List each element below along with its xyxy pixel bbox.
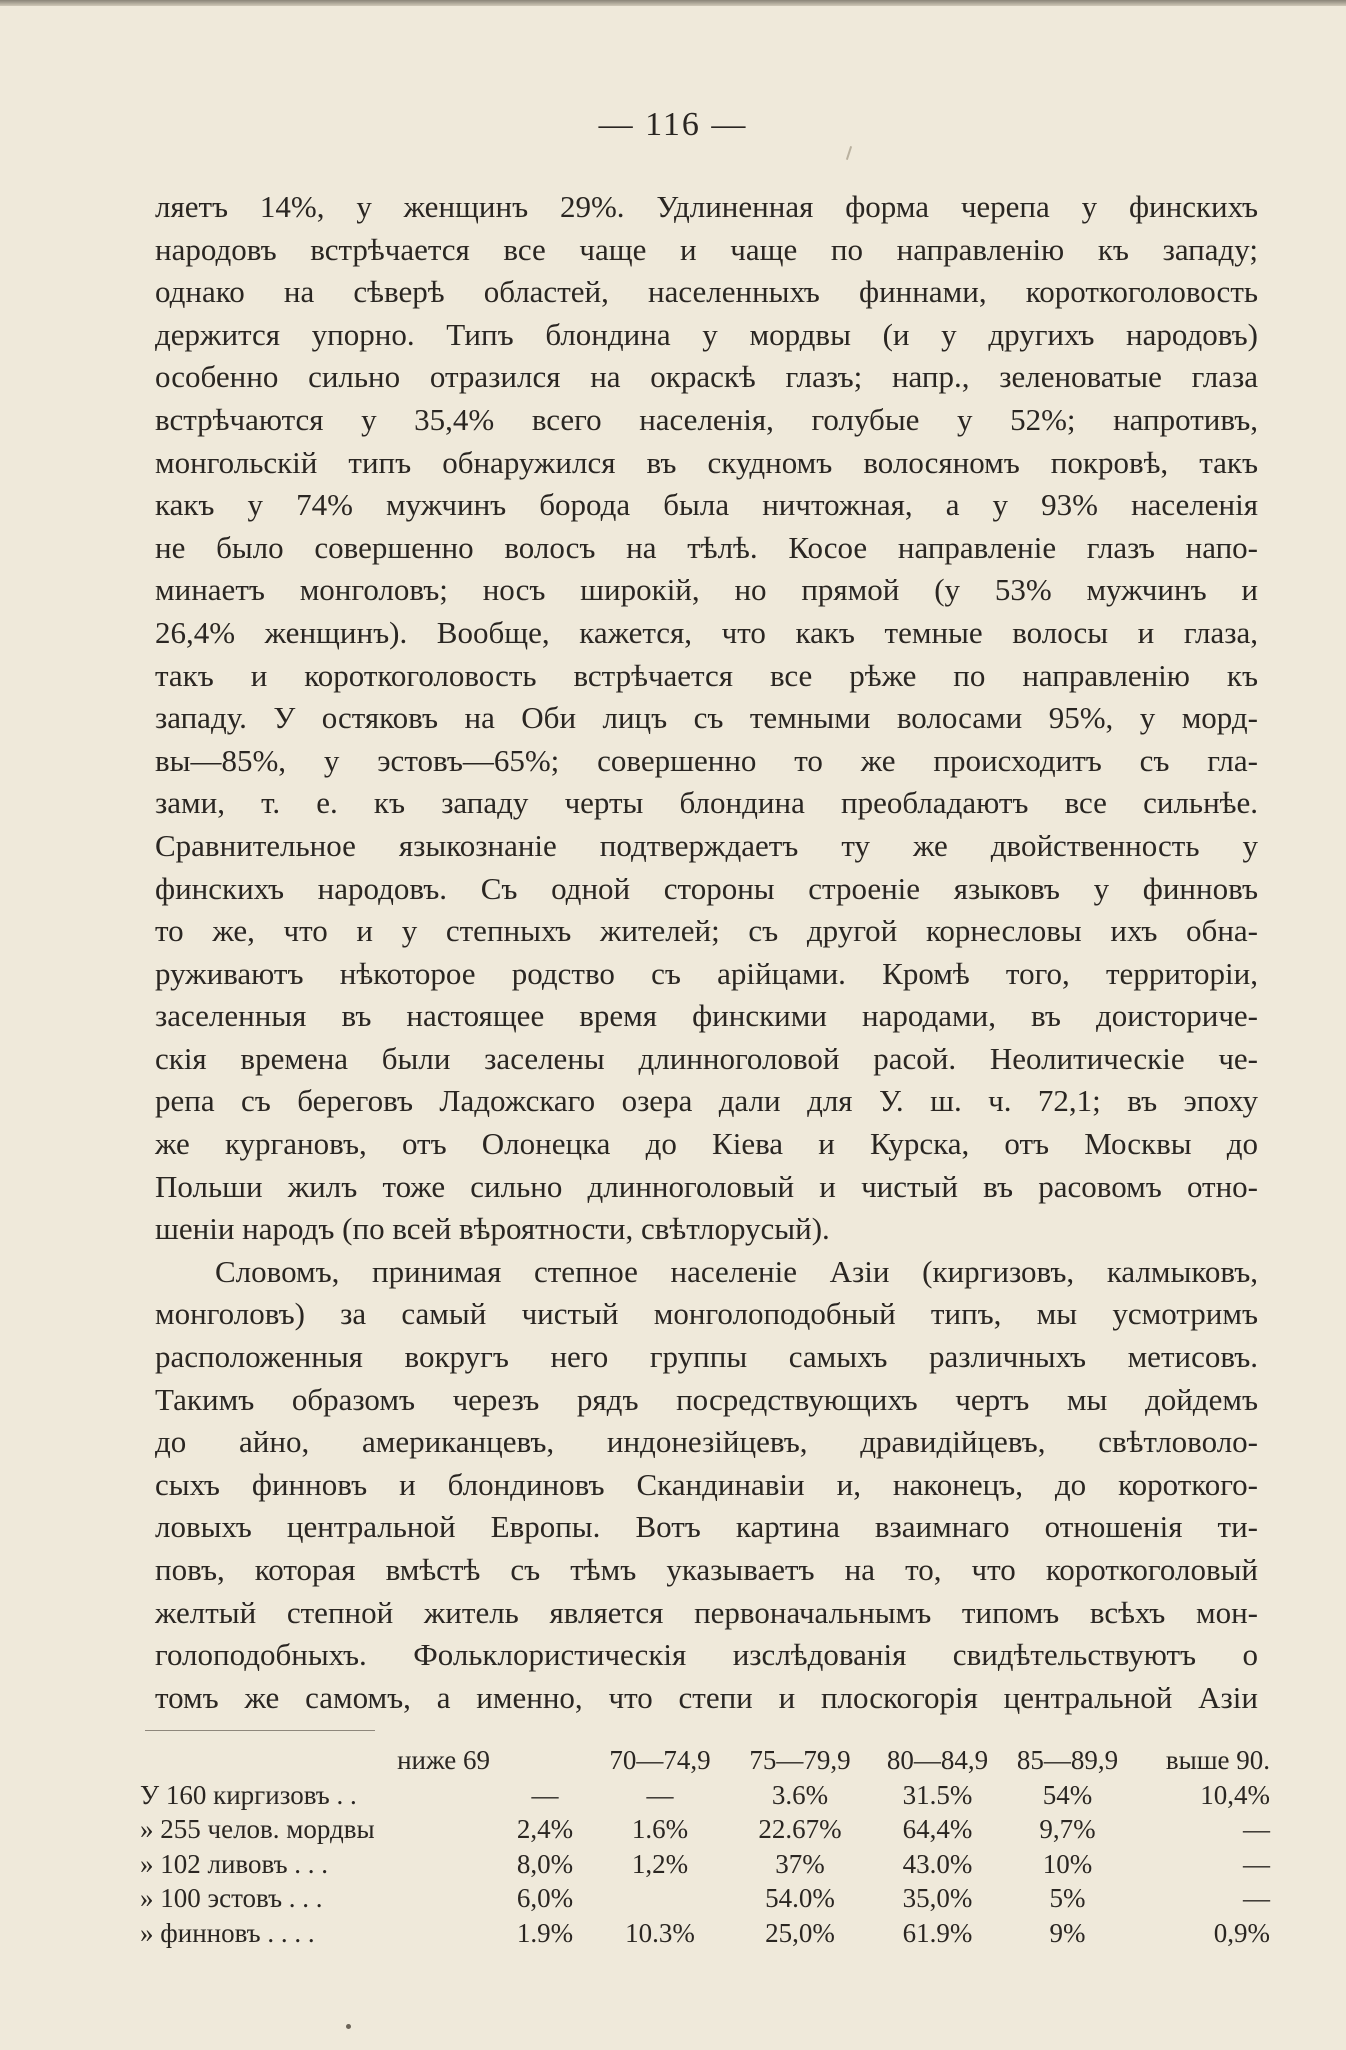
row-label: У 160 киргизовъ . . [140,1779,357,1810]
text-line: до айно, американцевъ, индонезійцевъ, дравидійцевъ, свѣтловоло- [155,1424,1258,1460]
text-line: Польши жилъ тоже сильно длинноголовый и чистый въ расовомъ отно- [155,1168,1258,1204]
table-cell: 22.67% [758,1814,842,1844]
table-cell: 1.9% [516,1917,574,1948]
table-cell: 10% [1042,1848,1093,1879]
table-header-row [140,1743,1270,1778]
text-line: западу. У остяковъ на Оби лицъ съ темными волосами 95%, у морд- [155,700,1258,736]
table-cell: — [1243,1814,1270,1844]
table-cell: 54% [1042,1779,1093,1810]
header-cell [500,1743,590,1778]
text-line: вы—85%, у эстовъ—65%; совершенно то же происходитъ съ гла- [155,742,1258,778]
text-line: Сравнительное языкознаніе подтверждаетъ ту же двойственность у [155,827,1258,863]
table-cell: 5% [1049,1883,1086,1913]
body-text [155,186,1258,1719]
header-cell: 80—84,9 [886,1745,989,1775]
text-line: Словомъ, принимая степное населеніе Азіи (киргизовъ, калмыковъ, [215,1253,1258,1289]
header-cell: 70—74,9 [609,1745,711,1775]
table-cell: 9% [1049,1917,1086,1948]
text-line: минаетъ монголовъ; носъ широкій, но прямой (у 53% мужчинъ и [155,572,1258,608]
table-cell: 2,4% [516,1814,574,1844]
text-line: репа съ береговъ Ладожскаго озера дали для У. ш. ч. 72,1; въ эпоху [155,1083,1258,1119]
page-top-edge [0,0,1346,6]
row-label: » финновъ . . . . [140,1917,315,1948]
table-cell: — [1243,1848,1270,1879]
table-cell: — [531,1779,559,1810]
table-cell: 9,7% [1039,1814,1096,1844]
skull-index-table [140,1743,1270,1950]
table-cell: 6,0% [516,1883,574,1913]
table-cell: 1,2% [631,1848,689,1879]
table-cell: 10.3% [625,1917,695,1948]
text-line: томъ же самомъ, а именно, что степи и плоскогорія центральной Азіи [155,1679,1258,1715]
text-line: то же, что и у степныхъ жителей; съ другой корнесловы ихъ обна- [155,913,1258,949]
text-line: повъ, которая вмѣстѣ съ тѣмъ указываетъ на то, что короткоголовый [155,1552,1258,1587]
header-cell: ниже 69 [397,1745,490,1775]
ink-speck [346,2024,351,2029]
table-cell: 3.6% [771,1779,829,1810]
text-line: однако на сѣверѣ областей, населенныхъ финнами, короткоголовость [155,274,1258,310]
table-cell: 0,9% [1213,1917,1270,1948]
text-line: не было совершенно волосъ на тѣлѣ. Косое направленіе глазъ напо- [155,529,1258,565]
table-row [140,1778,1270,1813]
text-line: желтый степной житель является первоначальнымъ типомъ всѣхъ мон- [155,1594,1258,1630]
text-line: особенно сильно отразился на окраскѣ глазъ; напр., зеленоватые глаза [155,359,1258,395]
text-line: такъ и короткоголовость встрѣчается все рѣже по направленію къ [155,657,1258,693]
text-line: руживаютъ нѣкоторое родство съ арійцами. Кромѣ того, территоріи, [155,955,1258,991]
table-cell: 8,0% [516,1848,574,1879]
text-line: заселенныя въ настоящее время финскими народами, въ доисториче- [155,998,1258,1034]
text-line: финскихъ народовъ. Съ одной стороны строеніе языковъ у финновъ [155,870,1258,906]
text-line: расположенныя вокругъ него группы самыхъ различныхъ метисовъ. [155,1339,1258,1375]
text-line: народовъ встрѣчается все чаще и чаще по направленію къ западу; [155,231,1258,267]
table-cell [590,1881,730,1916]
text-line: голоподобныхъ. Фольклористическія изслѣдованія свидѣтельствуютъ о [155,1637,1258,1673]
table-cell: 54.0% [765,1883,835,1913]
table-row [140,1847,1270,1882]
text-line: держится упорно. Типъ блондина у мордвы (и у другихъ народовъ) [155,316,1258,352]
header-cell: 75—79,9 [749,1745,851,1775]
stray-ink-mark [846,146,852,160]
table-cell: 43.0% [902,1848,973,1879]
row-label: » 102 ливовъ . . . [140,1848,329,1879]
table-cell: 61.9% [902,1917,973,1948]
text-line: какъ у 74% мужчинъ борода была ничтожная, а у 93% населенія [155,487,1258,523]
text-line: же кургановъ, отъ Олонецка до Кіева и Курска, отъ Москвы до [155,1126,1258,1162]
header-cell: выше 90. [1165,1745,1270,1775]
text-line: ловыхъ центральной Европы. Вотъ картина взаимнаго отношенія ти- [155,1509,1258,1545]
text-line: шеніи народъ (по всей вѣроятности, свѣтлорусый). [155,1211,830,1247]
text-line: монголовъ) за самый чистый монголоподобный типъ, мы усмотримъ [155,1296,1258,1332]
row-label: » 255 челов. мордвы [140,1814,375,1844]
text-line: 26,4% женщинъ). Вообще, кажется, что какъ темные волосы и глаза, [155,614,1258,650]
header-cell: 85—89,9 [1016,1745,1119,1775]
table-row [140,1881,1270,1916]
table-cell: — [646,1779,674,1810]
text-line: сыхъ финновъ и блондиновъ Скандинавіи и, наконецъ, до короткого- [155,1466,1258,1502]
text-line: скія времена были заселены длинноголовой расой. Неолитическіе че- [155,1040,1258,1076]
table-cell: 25,0% [765,1917,835,1948]
table-cell: 35,0% [902,1883,973,1913]
text-line: ляетъ 14%, у женщинъ 29%. Удлиненная форма черепа у финскихъ [155,189,1258,224]
row-label: » 100 эстовъ . . . [140,1883,323,1913]
page-number: — 116 — [598,106,748,143]
text-line: зами, т. е. къ западу черты блондина преобладаютъ все сильнѣе. [155,785,1258,821]
table-cell: 64,4% [902,1814,973,1844]
table-cell: — [1243,1883,1270,1913]
table-cell: 10,4% [1200,1779,1270,1810]
table-cell: 1.6% [631,1814,689,1844]
table-row [140,1812,1270,1847]
table-cell: 31.5% [902,1779,973,1810]
table-row [140,1916,1270,1951]
text-line: встрѣчаются у 35,4% всего населенія, голубые у 52%; напротивъ, [155,401,1258,437]
table-separator [145,1730,375,1731]
text-line: монгольскій типъ обнаружился въ скудномъ волосяномъ покровѣ, такъ [155,444,1258,480]
text-line: Такимъ образомъ черезъ рядъ посредствующихъ чертъ мы дойдемъ [155,1381,1258,1417]
table-cell: 37% [775,1848,825,1879]
